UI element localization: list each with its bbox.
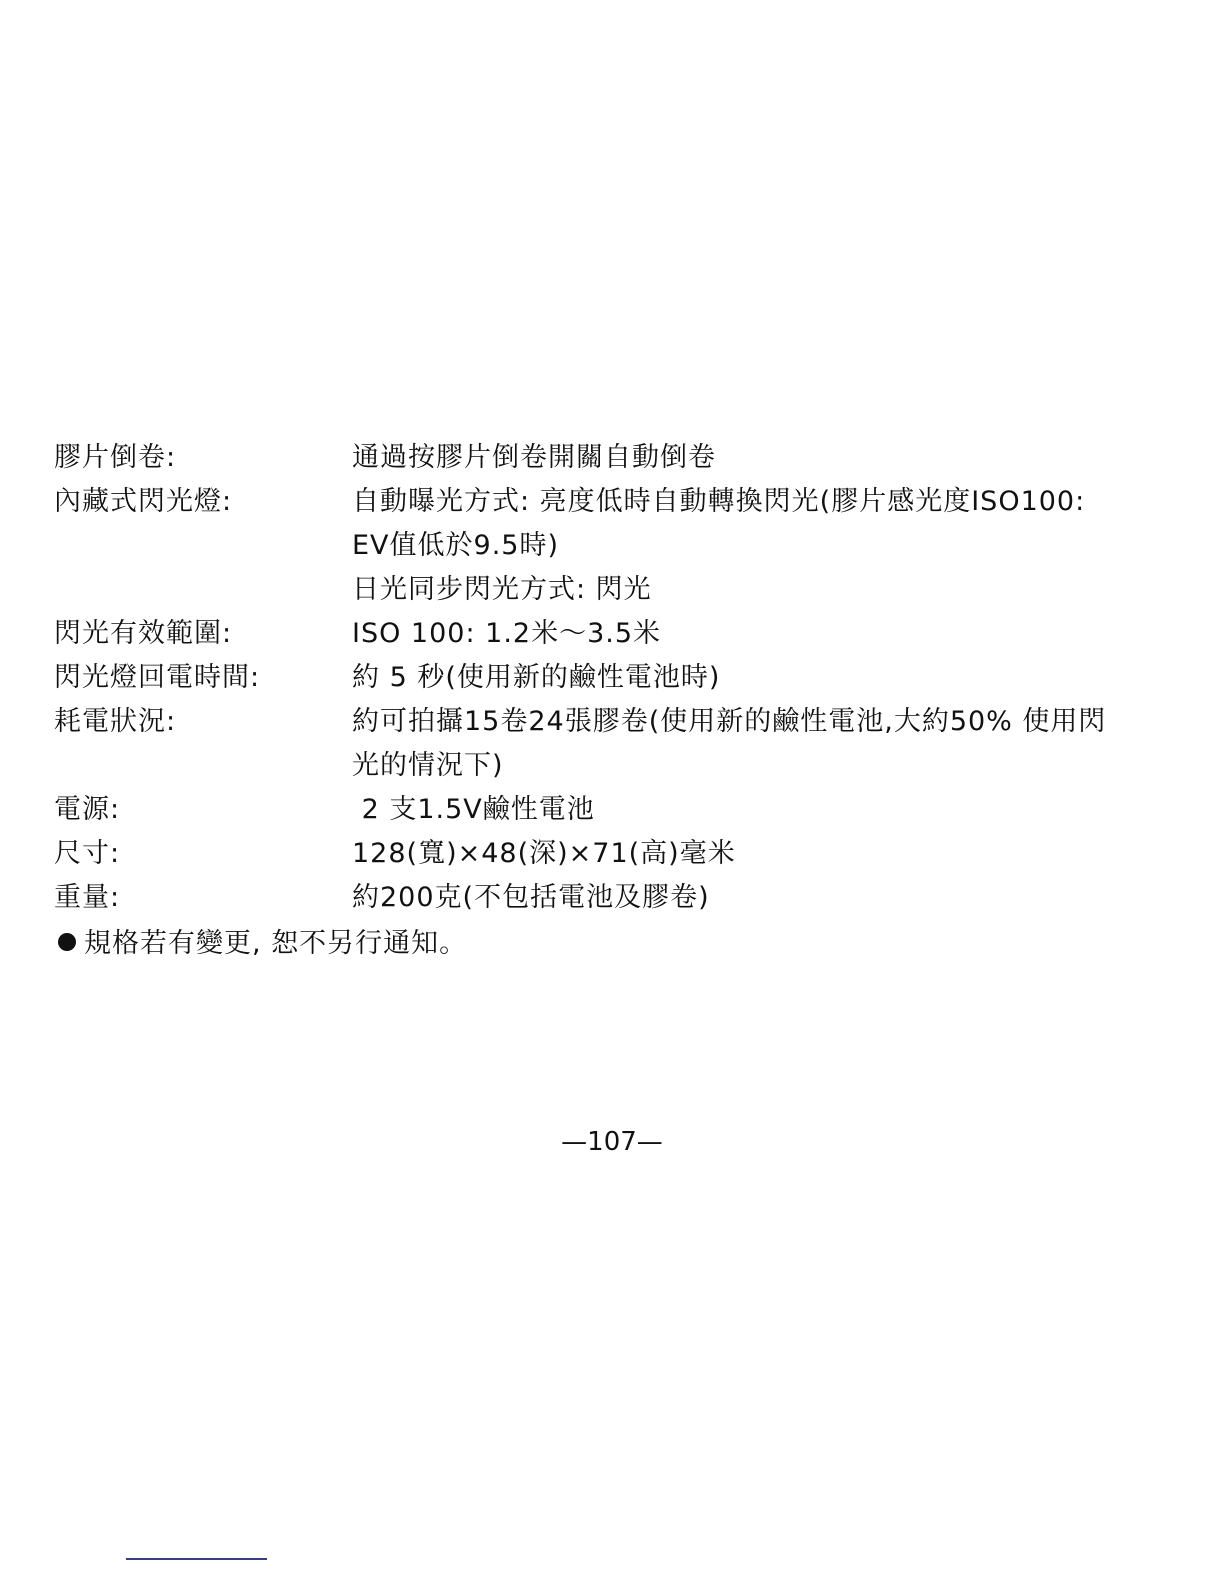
spec-value-line: 通過按膠片倒卷開關自動倒卷 — [352, 442, 716, 473]
spec-label: 膠片倒卷: — [54, 442, 177, 473]
spec-label: 電源: — [54, 794, 121, 825]
page-number: —107— — [561, 1127, 663, 1157]
spec-label: 尺寸: — [54, 838, 121, 869]
spec-value — [352, 612, 1142, 656]
spec-value — [352, 832, 1142, 876]
spec-value-line: 日光同步閃光方式: 閃光 — [352, 574, 652, 605]
spec-value-line: 自動曝光方式: 亮度低時自動轉換閃光(膠片感光度ISO100: — [352, 486, 1086, 517]
spec-label: 閃光有效範圍: — [54, 618, 233, 649]
spec-value-line: 約可拍攝15卷24張膠卷(使用新的鹼性電池,大約50% 使用閃 — [352, 706, 1107, 737]
spec-label: 內藏式閃光燈: — [54, 486, 233, 517]
spec-label: 閃光燈回電時間: — [54, 662, 261, 693]
spec-value — [352, 656, 1142, 700]
spec-value — [352, 788, 1142, 832]
spec-label: 耗電狀況: — [54, 706, 177, 737]
spec-value — [352, 876, 1142, 920]
spec-value-line: ISO 100: 1.2米～3.5米 — [352, 618, 662, 649]
spec-value — [352, 700, 1142, 788]
bullet-icon — [58, 933, 76, 951]
spec-value-line: 約200克(不包括電池及膠卷) — [352, 882, 710, 913]
notice-text: 規格若有變更, 恕不另行通知。 — [84, 928, 468, 959]
bottom-rule — [126, 1558, 267, 1560]
spec-change-notice — [58, 922, 467, 966]
spec-label: 重量: — [54, 882, 121, 913]
spec-value-line: EV值低於9.5時) — [352, 530, 560, 561]
spec-value-line: 128(寬)×48(深)×71(高)毫米 — [352, 838, 736, 869]
spec-value-line: 2 支1.5V鹼性電池 — [352, 794, 595, 825]
spec-value-line: 光的情況下) — [352, 750, 504, 781]
spec-value-line: 約 5 秒(使用新的鹼性電池時) — [352, 662, 721, 693]
spec-value — [352, 436, 1142, 480]
spec-value — [352, 480, 1142, 612]
